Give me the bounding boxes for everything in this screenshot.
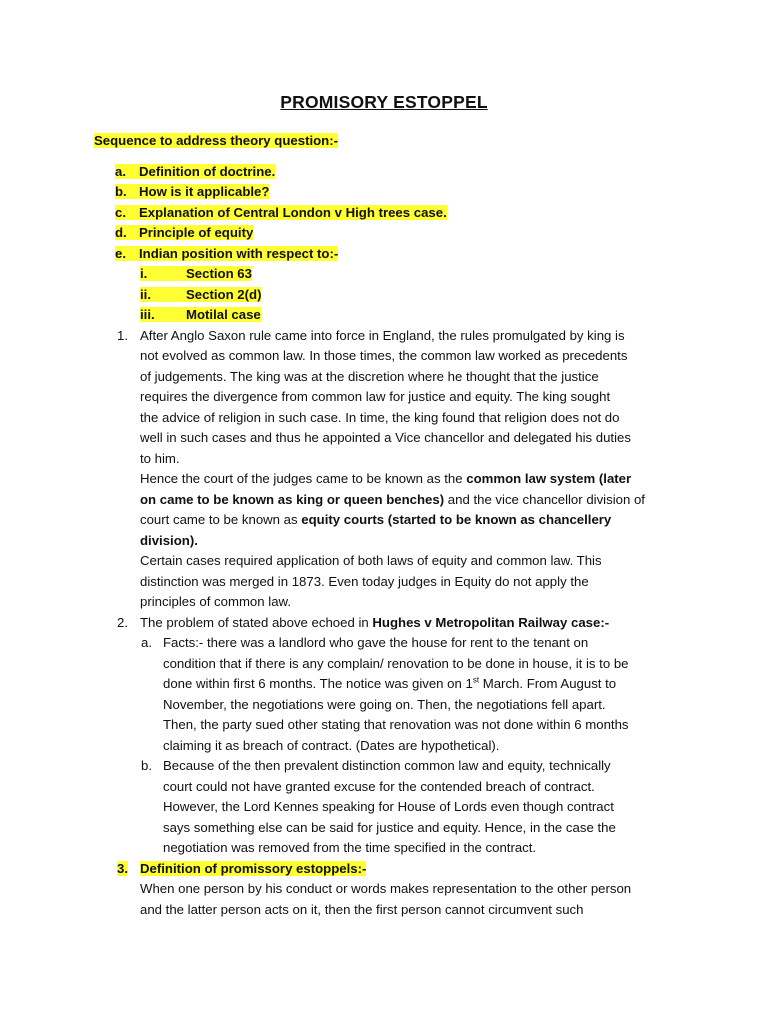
paragraph-line: not evolved as common law. In those times, the common law worked as precedents — [140, 348, 628, 363]
outline-item: e. Indian position with respect to:- — [115, 246, 339, 261]
paragraph-line: court came to be known as equity courts (started to be known as chancellery — [140, 512, 612, 527]
outline-item: a. Definition of doctrine. — [115, 164, 276, 179]
sub-point-a-marker: a. — [141, 635, 152, 650]
paragraph-line: done within first 6 months. The notice was given on 1st March. From August to — [163, 675, 617, 691]
paragraph-line: claiming it as breach of contract. (Dates are hypothetical). — [163, 738, 500, 753]
point-2-marker: 2. — [117, 615, 128, 630]
sub-outline-item: ii. Section 2(d) — [140, 287, 262, 302]
paragraph-line: division). — [140, 533, 198, 548]
paragraph-line: negotiation was removed from the time specified in the contract. — [163, 840, 537, 855]
point-1-marker: 1. — [117, 328, 128, 343]
sequence-heading-text: Sequence to address theory question:- — [94, 133, 339, 148]
paragraph-line: Facts:- there was a landlord who gave the house for rent to the tenant on — [163, 635, 589, 650]
paragraph-line: requires the divergence from common law for justice and equity. The king sought — [140, 389, 611, 404]
paragraph-line: When one person by his conduct or words makes representation to the other person — [140, 881, 632, 896]
outline-item: c. Explanation of Central London v High trees case. — [115, 205, 447, 220]
paragraph-line: condition that if there is any complain/ renovation to be done in house, it is to be — [163, 656, 629, 671]
sub-outline-item: i. Section 63 — [140, 266, 252, 281]
paragraph-line: November, the negotiations were going on. Then, the negotiations fell apart. — [163, 697, 606, 712]
paragraph-line: to him. — [140, 451, 180, 466]
paragraph-line: Then, the party sued other stating that renovation was not done within 6 months — [163, 717, 629, 732]
paragraph-line: Certain cases required application of both laws of equity and common law. This — [140, 553, 602, 568]
paragraph-line: and the latter person acts on it, then the first person cannot circumvent such — [140, 902, 584, 917]
paragraph-line: says something else can be said for justice and equity. Hence, in the case the — [163, 820, 616, 835]
paragraph-line: principles of common law. — [140, 594, 291, 609]
paragraph-line: court could not have granted excuse for the contended breach of contract. — [163, 779, 595, 794]
paragraph-line: Because of the then prevalent distinction common law and equity, technically — [163, 758, 611, 773]
point-3-marker: 3. — [117, 861, 128, 876]
sub-outline-item: iii. Motilal case — [140, 307, 261, 322]
paragraph-line: on came to be known as king or queen benches) and the vice chancellor division of — [140, 492, 645, 507]
paragraph-line: well in such cases and thus he appointed a Vice chancellor and delegated his duties — [140, 430, 631, 445]
paragraph-line: After Anglo Saxon rule came into force in England, the rules promulgated by king is — [140, 328, 625, 343]
paragraph-line: of judgements. The king was at the discretion where he thought that the justice — [140, 369, 599, 384]
point-3-heading: Definition of promissory estoppels:- — [140, 861, 367, 876]
paragraph-line: Hence the court of the judges came to be known as the common law system (later — [140, 471, 632, 486]
sequence-heading — [94, 131, 338, 151]
page-title: PROMISORY ESTOPPEL — [280, 92, 488, 112]
paragraph-line: However, the Lord Kennes speaking for House of Lords even though contract — [163, 799, 614, 814]
outline-item: b. How is it applicable? — [115, 184, 270, 199]
paragraph-line: distinction was merged in 1873. Even today judges in Equity do not apply the — [140, 574, 589, 589]
outline-item: d. Principle of equity — [115, 225, 254, 240]
paragraph-line: the advice of religion in such case. In time, the king found that religion does not do — [140, 410, 620, 425]
paragraph-line: The problem of stated above echoed in Hughes v Metropolitan Railway case:- — [140, 615, 610, 630]
sub-point-b-marker: b. — [141, 758, 152, 773]
